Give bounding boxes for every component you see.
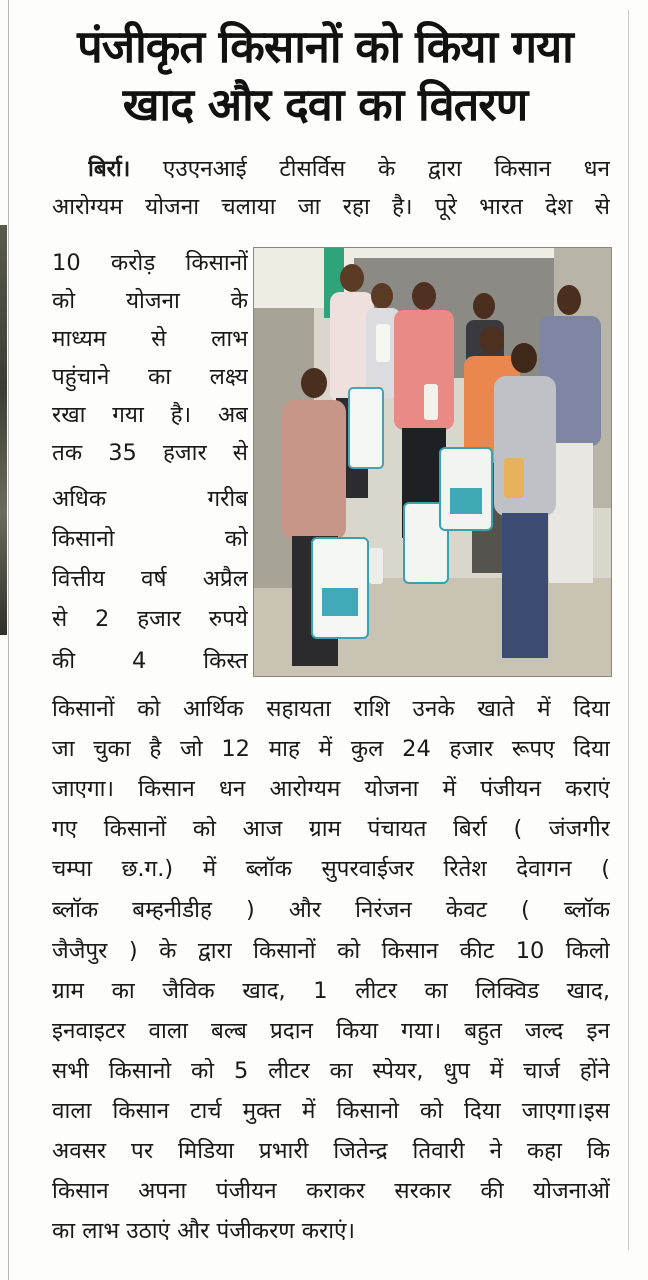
article-line: गए किसानों को आज ग्राम पंचायत बिर्रा ( जंजगीर <box>52 816 610 842</box>
article-line: 10 करोड़ किसानों <box>52 250 248 276</box>
person-front-right <box>494 343 556 658</box>
article-line: आरोग्यम योजना चलाया जा रहा है। पूरे भारत देश से <box>52 194 610 220</box>
right-column-rule <box>628 10 629 1250</box>
bag-label <box>450 488 482 514</box>
liquid-bottle <box>424 384 438 420</box>
article-line: अधिक गरीब <box>52 486 248 512</box>
article-line: तक 35 हजार से <box>52 440 248 466</box>
article-line: का लाभ उठाएं और पंजीकरण कराएं। <box>52 1218 355 1244</box>
article-line: ग्राम का जैविक खाद, 1 लीटर का लिक्विड खाद, <box>52 978 610 1004</box>
article-line: रखा गया है। अब <box>52 402 248 428</box>
article-line: अवसर पर मिडिया प्रभारी जितेन्द्र तिवारी ने कहा कि <box>52 1138 610 1164</box>
liquid-bottle <box>376 324 390 362</box>
liquid-bottle <box>369 548 383 584</box>
article-line-1 <box>88 150 610 188</box>
headline <box>40 18 610 134</box>
article-line: वाला किसान टार्च मुक्त में किसानो को दिया जाएगा।इस <box>52 1098 610 1124</box>
article-line: ब्लॉक बम्हनीडीह ) और निरंजन केवट ( ब्लॉक <box>52 897 610 923</box>
article-line: माध्यम से लाभ <box>52 326 248 352</box>
headline-line-2: खाद और दवा का वितरण <box>122 78 528 131</box>
product-box <box>504 458 524 498</box>
left-column-rule <box>8 0 9 1280</box>
farmers-group-photo <box>254 248 611 676</box>
article-line: इनवाइटर वाला बल्ब प्रदान किया गया। बहुत जल्द इन <box>52 1018 610 1044</box>
article-line: सभी किसानो को 5 लीटर का स्पेयर, धुप में चार्ज होंने <box>52 1058 610 1084</box>
article-line: वित्तीय वर्ष अप्रैल <box>52 566 248 592</box>
article-line: किसान अपना पंजीयन कराकर सरकार की योजनाओं <box>52 1178 610 1204</box>
article-line: पहुंचाने का लक्ष्य <box>52 364 248 390</box>
article-line: किसानो को <box>52 526 248 552</box>
fertilizer-bag <box>349 388 383 468</box>
adjacent-clipping-edge <box>0 225 7 635</box>
article-line-text: एउएनआई टीसर्विस के द्वारा किसान धन <box>162 156 610 182</box>
article-line: की 4 किस्त <box>52 648 248 674</box>
dateline: बिर्रा। <box>88 156 131 182</box>
article-line: जैजैपुर ) के द्वारा किसानों को किसान कीट 10 किलो <box>52 938 610 964</box>
article-line: जा चुका है जो 12 माह में कुल 24 हजार रूपए दिया <box>52 736 610 762</box>
article-line: से 2 हजार रुपये <box>52 606 248 632</box>
article-line: को योजना के <box>52 288 248 314</box>
article-line: चम्पा छ.ग.) में ब्लॉक सुपरवाईजर रितेश देवागन ( <box>52 856 610 882</box>
news-photo <box>253 247 612 677</box>
article-line: जाएगा। किसान धन आरोग्यम योजना में पंजीयन कराएं <box>52 776 610 802</box>
bag-label <box>322 588 358 616</box>
article-line: किसानों को आर्थिक सहायता राशि उनके खाते में दिया <box>52 696 610 722</box>
headline-line-1: पंजीकृत किसानों को किया गया <box>77 20 573 73</box>
